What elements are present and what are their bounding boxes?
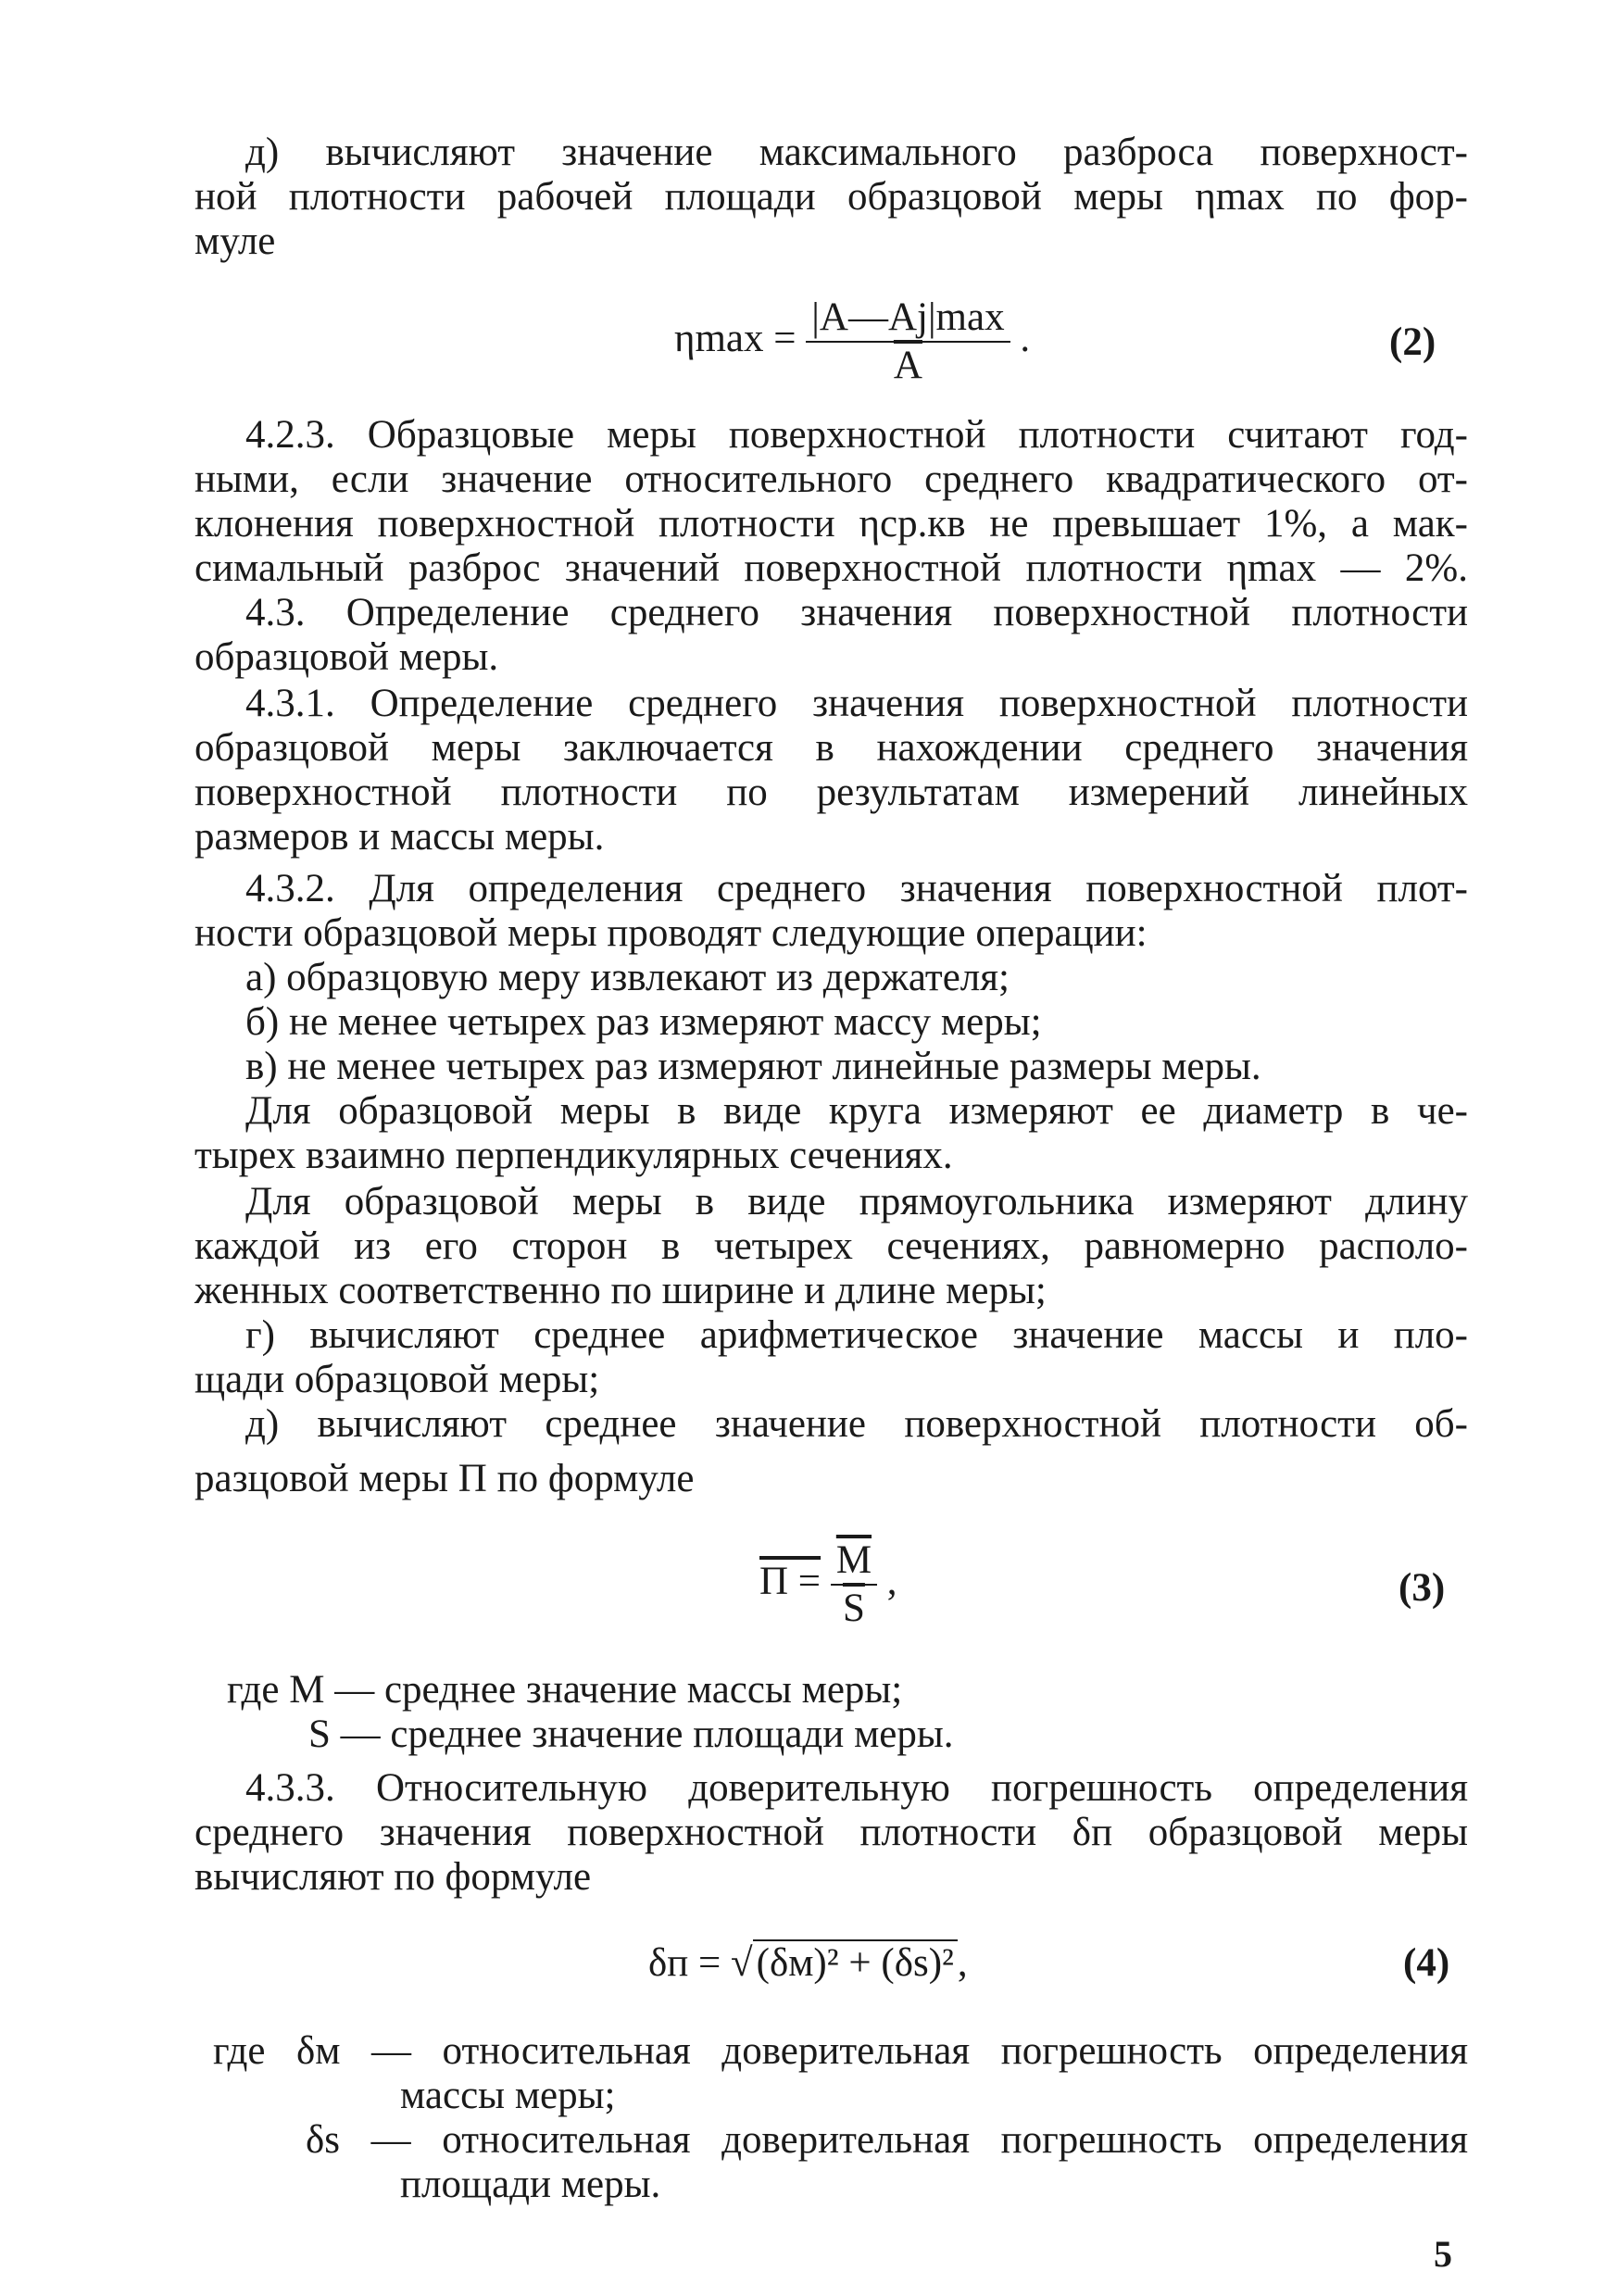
radicand: (δм)² + (δs)² bbox=[753, 1939, 958, 1985]
formula-tail: , bbox=[957, 1941, 968, 1985]
text-line: Для образцовой меры в виде прямоугольника измеряют длину bbox=[245, 1180, 1468, 1223]
text-line: образцовой меры. bbox=[194, 635, 499, 679]
text-line: щади образцовой меры; bbox=[194, 1358, 600, 1401]
text-line: Для образцовой меры в виде круга измеряют ее диаметр в че- bbox=[245, 1089, 1468, 1133]
list-item: в) не менее четырех раз измеряют линейные размеры меры. bbox=[245, 1045, 1261, 1088]
text-line: поверхностной плотности по результатам измерений линейных bbox=[194, 771, 1468, 814]
text-line: 4.3.2. Для определения среднего значения поверхностной плот- bbox=[245, 867, 1468, 910]
list-item: а) образцовую меру извлекают из держателя; bbox=[245, 956, 1010, 999]
list-item: б) не менее четырех раз измеряют массу меры; bbox=[245, 1000, 1042, 1044]
formula-4 bbox=[648, 1940, 968, 1987]
equation-number: (2) bbox=[1389, 320, 1436, 364]
formula-tail: . bbox=[1020, 316, 1031, 360]
fraction-denominator: S bbox=[842, 1587, 865, 1630]
text-line: ности образцовой меры проводят следующие операции: bbox=[194, 911, 1148, 955]
text-line: 4.3. Определение среднего значения поверхностной плотности bbox=[245, 591, 1468, 634]
page-number: 5 bbox=[1434, 2233, 1452, 2275]
text-line: д) вычисляют среднее значение поверхностной плотности об- bbox=[245, 1402, 1468, 1446]
fraction-numerator: |A—Aj|max bbox=[806, 295, 1010, 343]
equation-number: (3) bbox=[1399, 1566, 1446, 1610]
definition-line: где δм — относительная доверительная погрешность определения bbox=[213, 2029, 1468, 2073]
formula-tail: , bbox=[886, 1559, 897, 1603]
text-line: 4.3.1. Определение среднего значения поверхностной плотности bbox=[245, 682, 1468, 725]
text-line: 4.2.3. Образцовые меры поверхностной плотности считают год- bbox=[245, 413, 1468, 457]
text-line: тырех взаимно перпендикулярных сечениях. bbox=[194, 1134, 953, 1177]
text-line: клонения поверхностной плотности ηср.кв не превышает 1%, а мак- bbox=[194, 502, 1468, 546]
definition-line: массы меры; bbox=[400, 2074, 616, 2117]
fraction bbox=[831, 1537, 877, 1632]
formula-lhs: ηmax = bbox=[674, 316, 796, 360]
text-line: г) вычисляют среднее арифметическое значение массы и пло- bbox=[245, 1313, 1468, 1357]
formula-3 bbox=[759, 1537, 897, 1632]
definition-line: δs — относительная доверительная погрешность определения bbox=[306, 2118, 1468, 2162]
text-line: среднего значения поверхностной плотности δп образцовой меры bbox=[194, 1811, 1468, 1854]
text-line: размеров и массы меры. bbox=[194, 815, 605, 859]
text-line: муле bbox=[194, 220, 276, 263]
text-line: 4.3.3. Относительную доверительную погрешность определения bbox=[245, 1766, 1468, 1810]
fraction bbox=[806, 295, 1010, 389]
fraction-numerator: $\overline{M}$ bbox=[831, 1537, 877, 1586]
text-line: женных соответственно по ширине и длине меры; bbox=[194, 1269, 1047, 1312]
fraction-denominator: A bbox=[893, 344, 922, 387]
text-line: разцовой меры П по формуле bbox=[194, 1457, 695, 1500]
text-line: симальный разброс значений поверхностной плотности ηmax — 2%. bbox=[194, 546, 1468, 590]
text-line: вычисляют по формуле bbox=[194, 1855, 592, 1899]
formula-lhs: δп = √ bbox=[648, 1941, 753, 1985]
definition-line: площади меры. bbox=[400, 2163, 661, 2206]
text-line: д) вычисляют значение максимального разброса поверхност- bbox=[245, 131, 1468, 174]
equation-number: (4) bbox=[1403, 1941, 1450, 1985]
text-line: образцовой меры заключается в нахождении среднего значения bbox=[194, 726, 1468, 770]
definition-line: где M — среднее значение массы меры; bbox=[227, 1668, 903, 1712]
text-line: каждой из его сторон в четырех сечениях, равномерно располо- bbox=[194, 1224, 1468, 1268]
text-line: ной плотности рабочей площади образцовой меры ηmax по фор- bbox=[194, 175, 1468, 219]
formula-lhs: П = bbox=[759, 1559, 822, 1603]
formula-2 bbox=[674, 295, 1030, 389]
text-line: ными, если значение относительного среднего квадратического от- bbox=[194, 458, 1468, 501]
definition-line: S — среднее значение площади меры. bbox=[308, 1713, 954, 1756]
